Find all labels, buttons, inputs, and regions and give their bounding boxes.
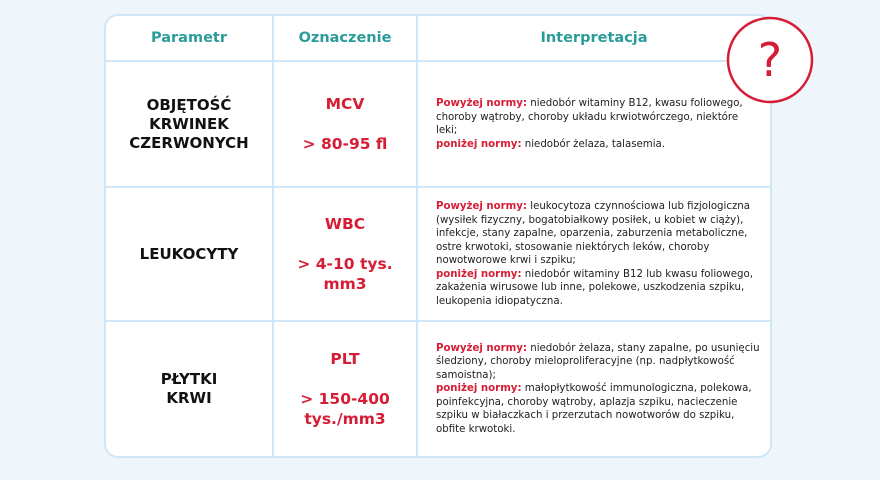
interp-text [436, 97, 760, 151]
interp-cell-wbc [418, 188, 770, 322]
param-cell-mcv [106, 62, 274, 188]
above-text: leukocytoza czynnościowa lub fizjologiczna (wysiłek fizyczny, bogatobiałkowy posiłek, u kobiet w ciąży), infekcje, stany zapalne, oparzenia, zaburzenia metaboliczne, ostre krwotoki, stosowanie niektórych leków, choroby nowotworowe krwi i szpiku; [436, 201, 751, 266]
header-interpretacja: Interpretacja [418, 16, 770, 62]
param-line: PŁYTKI [160, 370, 218, 388]
param-cell-wbc [106, 188, 274, 322]
header-oznaczenie: Oznaczenie [274, 16, 418, 62]
question-mark-icon [724, 14, 816, 106]
code-cell-mcv [274, 62, 418, 188]
interp-text [436, 342, 760, 437]
range-unit: mm3 [323, 275, 367, 293]
symbol: MCV [325, 95, 365, 113]
symbol: PLT [330, 350, 360, 368]
interp-cell-plt [418, 322, 770, 456]
above-label: Powyżej normy: [436, 342, 528, 354]
param-line: CZERWONYCH [129, 133, 249, 152]
range-unit: tys./mm3 [304, 410, 386, 428]
below-text: niedobór żelaza, talasemia. [521, 138, 666, 150]
question-mark-glyph: ? [757, 33, 783, 87]
interp-cell-mcv [418, 62, 770, 188]
param-line: KRWI [166, 389, 212, 407]
header-parametr: Parametr [106, 16, 274, 62]
range: > 4-10 tys. [297, 255, 393, 273]
symbol: WBC [324, 215, 366, 233]
param-name [140, 245, 239, 264]
above-label: Powyżej normy: [436, 201, 528, 212]
results-table [106, 16, 770, 456]
below-text: niedobór witaminy B12 lub kwasu foliowego, zakażenia wirusowe lub inne, polekowe, uszkodzenia szpiku, leukopenia idiopatyczna. [436, 268, 753, 307]
range: > 150-400 [300, 390, 390, 408]
param-cell-plt [106, 322, 274, 456]
above-label: Powyżej normy: [436, 98, 528, 109]
code-cell-wbc [274, 188, 418, 322]
range: > 80-95 fl [302, 135, 388, 153]
param-name [129, 96, 248, 153]
param-line: OBJĘTOŚĆ [146, 95, 232, 114]
param-line: KRWINEK [149, 114, 229, 133]
param-name [161, 370, 218, 408]
below-label: poniżej normy: [436, 138, 522, 150]
above-text: niedobór żelaza, stany zapalne, po usunięciu śledziony, choroby mieloproliferacyjne (np. nadpłytkowość samoistna); [436, 342, 760, 381]
below-label: poniżej normy: [436, 383, 522, 395]
above-text: niedobór witaminy B12, kwasu foliowego, choroby wątroby, choroby układu krwiotwórczego, niektóre leki; [436, 98, 743, 136]
results-table-card [104, 14, 772, 458]
below-text: małopłytkowość immunologiczna, polekowa, poinfekcyjna, choroby wątroby, aplazja szpiku, nacieczenie szpiku w białaczkach i przerzutach nowotworów do szpiku, obfite krwotoki. [436, 383, 752, 435]
param-line: LEUKOCYTY [139, 244, 239, 263]
interp-text [436, 200, 760, 308]
below-label: poniżej normy: [436, 268, 522, 280]
code-cell-plt [274, 322, 418, 456]
